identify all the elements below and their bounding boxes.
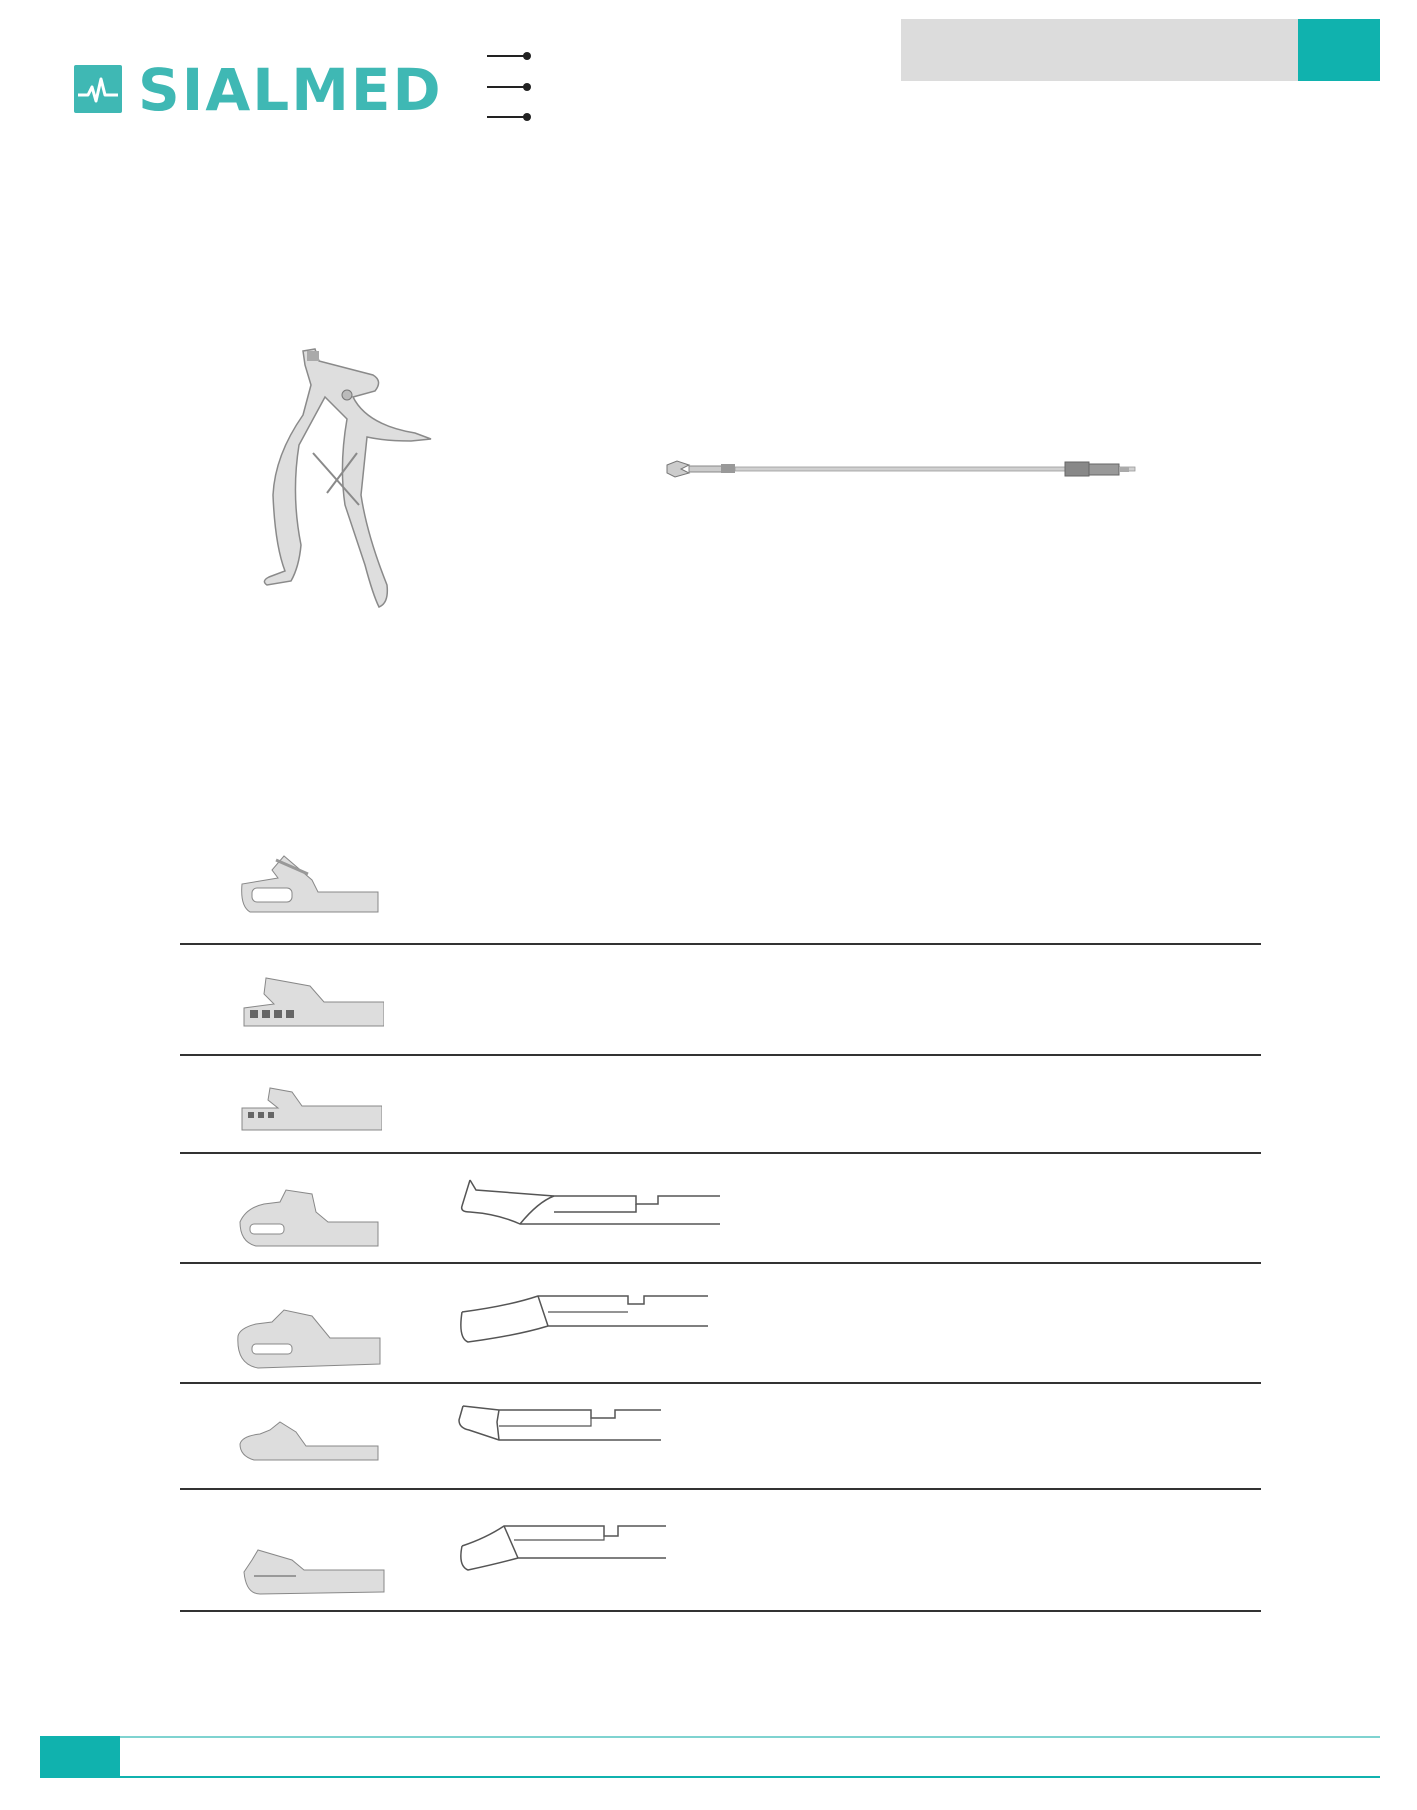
rongeur-tip-5	[234, 1302, 382, 1372]
footer-rule	[40, 1736, 1380, 1738]
bullet-arrow-icon	[487, 116, 527, 118]
row-divider	[180, 1054, 1261, 1056]
rongeur-tip-3	[238, 1086, 382, 1136]
row-divider	[180, 1152, 1261, 1154]
row-divider	[180, 1610, 1261, 1612]
row-divider	[180, 943, 1261, 945]
rongeur-tip-7	[240, 1536, 386, 1598]
footer-rule	[40, 1776, 1380, 1778]
rongeur-tip-2	[240, 974, 384, 1030]
rongeur-shaft-image	[665, 455, 1155, 485]
row-divider	[180, 1488, 1261, 1490]
rongeur-handle-image	[255, 345, 455, 615]
logo-icon	[74, 65, 122, 113]
rongeur-tip-1	[238, 848, 382, 916]
header-title-bar	[901, 19, 1298, 81]
row-divider	[180, 1382, 1261, 1384]
brand-name: SIALMED	[138, 56, 443, 124]
tip-line-diagram	[458, 1286, 718, 1350]
rongeur-tip-6	[236, 1416, 382, 1466]
tip-line-diagram	[456, 1516, 680, 1576]
bullet-arrow-icon	[487, 86, 527, 88]
footer-page-block	[40, 1736, 120, 1778]
row-divider	[180, 1262, 1261, 1264]
rongeur-tip-4	[236, 1186, 382, 1250]
tip-line-diagram	[455, 1400, 675, 1450]
bullet-arrow-icon	[487, 55, 527, 57]
header-accent-block	[1298, 19, 1380, 81]
tip-line-diagram	[458, 1176, 730, 1228]
